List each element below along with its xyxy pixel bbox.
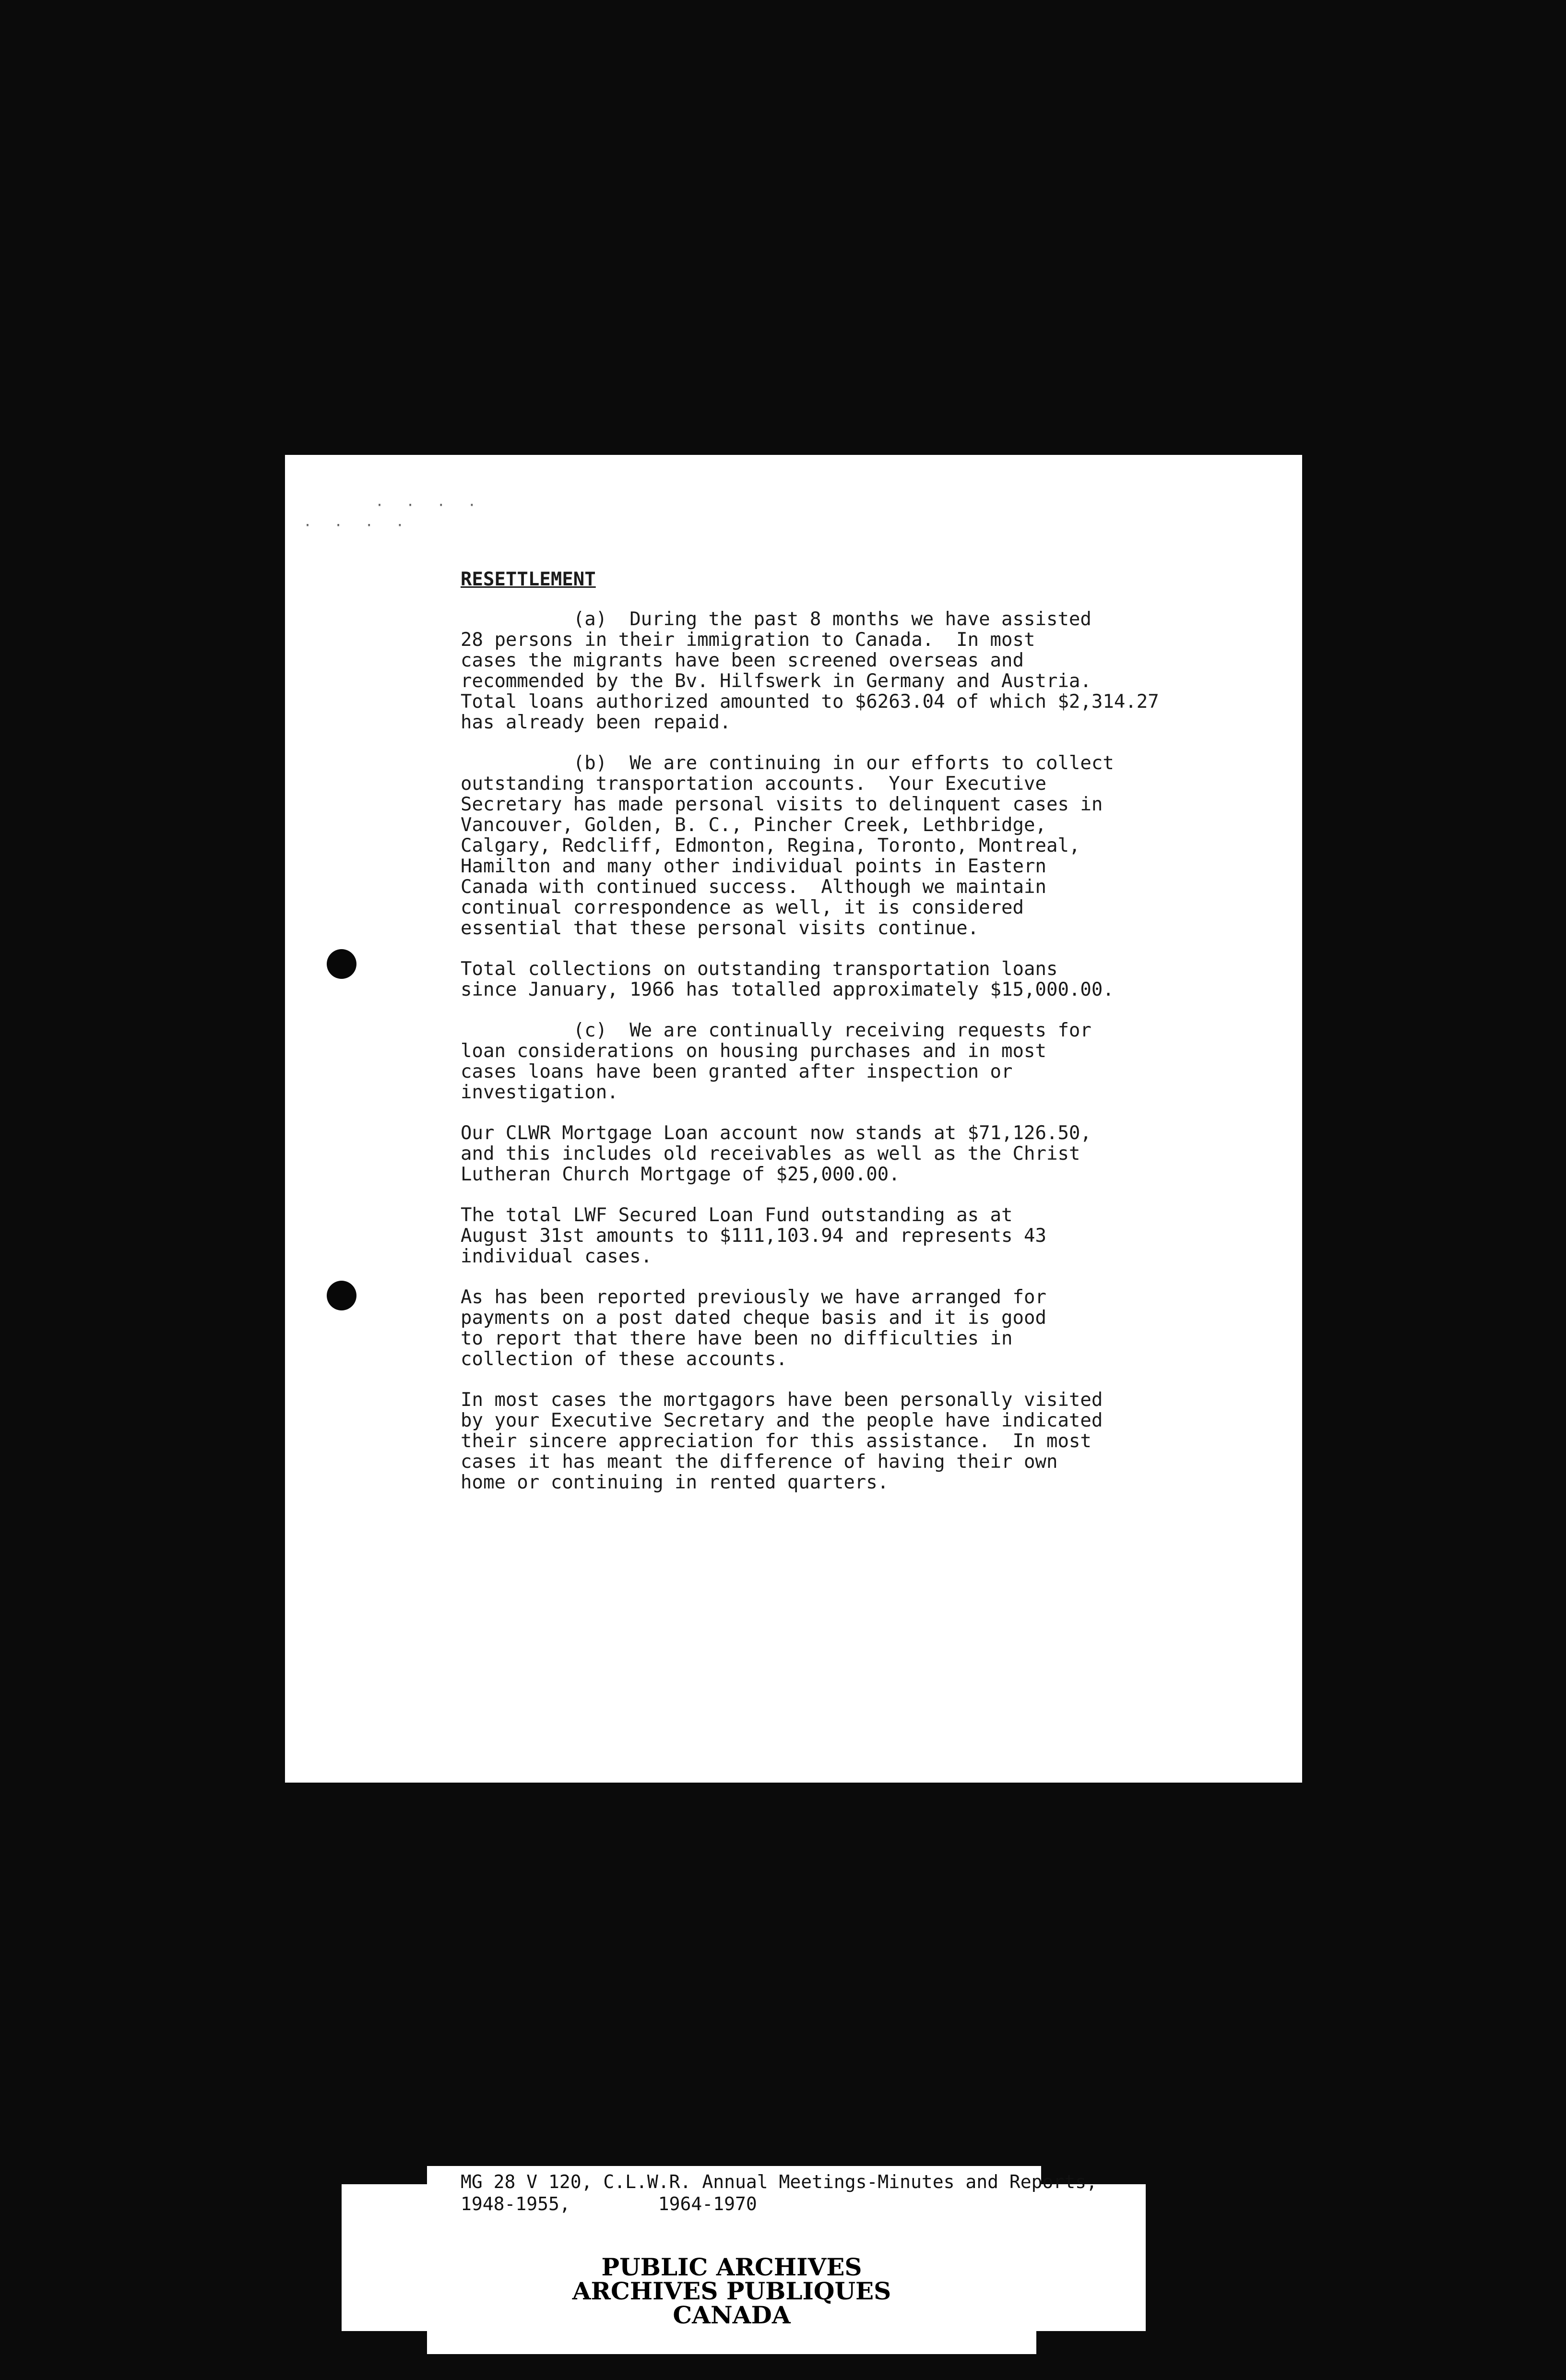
paragraph-collections: Total collections on outstanding transportation loans since January, 1966 has totalled approximately $15,000.00. xyxy=(461,958,1114,1000)
paragraph-cheques: As has been reported previously we have arranged for payments on a post dated cheque basis and it is good to report that there have been no difficulties in collection of these accounts. xyxy=(461,1286,1046,1370)
paragraph-b: (b) We are continuing in our efforts to collect outstanding transportation accounts. Your Executive Secretary has made personal visits to delinquent cases in Vancouver, Golden, B. C., Pincher Creek, Lethbridge, Calgary, Redcliff, Edmonton, Regina, Toronto, Montreal, Hamilton and many other individual points in Eastern Canada with continued success. Although we maintain continual correspondence as well, it is considered essential that these personal visits continue. xyxy=(461,752,1114,939)
scan-specks: · · · · xyxy=(375,497,483,514)
paragraph-a: (a) During the past 8 months we have assisted 28 persons in their immigration to Canada. In most cases the migrants have been screened overseas and recommended by the Bv. Hilfswerk in Germany and Austria. Total loans authorized amounted to $6263.04 of which $2,314.27 has already been repaid. xyxy=(461,608,1159,733)
paragraph-lwf-fund: The total LWF Secured Loan Fund outstanding as at August 31st amounts to $111,103.94 and represents 43 individual cases. xyxy=(461,1204,1046,1267)
stamp-line-country: CANADA xyxy=(673,2301,791,2329)
stamp-line-english: PUBLIC ARCHIVES xyxy=(601,2253,862,2281)
archives-stamp xyxy=(427,2255,1036,2327)
stamp-line-french: ARCHIVES PUBLIQUES xyxy=(572,2277,891,2305)
paragraph-mortgage: Our CLWR Mortgage Loan account now stands at $71,126.50, and this includes old receivables as well as the Christ Lutheran Church Mortgage of $25,000.00. xyxy=(461,1122,1091,1185)
document-page xyxy=(285,455,1302,1783)
archive-reference: MG 28 V 120, C.L.W.R. Annual Meetings-Minutes and Reports, 1948-1955, 1964-1970 xyxy=(461,2171,1097,2214)
paragraph-mortgagors: In most cases the mortgagors have been personally visited by your Executive Secretary and the people have indicated their sincere appreciation for this assistance. In most cases it has meant the difference of having their own home or continuing in rented quarters. xyxy=(461,1389,1103,1493)
punch-hole xyxy=(327,949,356,979)
document-body xyxy=(461,569,1247,1513)
scan-specks: · · · · xyxy=(303,517,411,534)
section-heading: RESETTLEMENT xyxy=(461,569,596,590)
paragraph-c: (c) We are continually receiving requests for loan considerations on housing purchases and in most cases loans have been granted after inspection or investigation. xyxy=(461,1020,1091,1103)
punch-hole xyxy=(327,1281,356,1310)
